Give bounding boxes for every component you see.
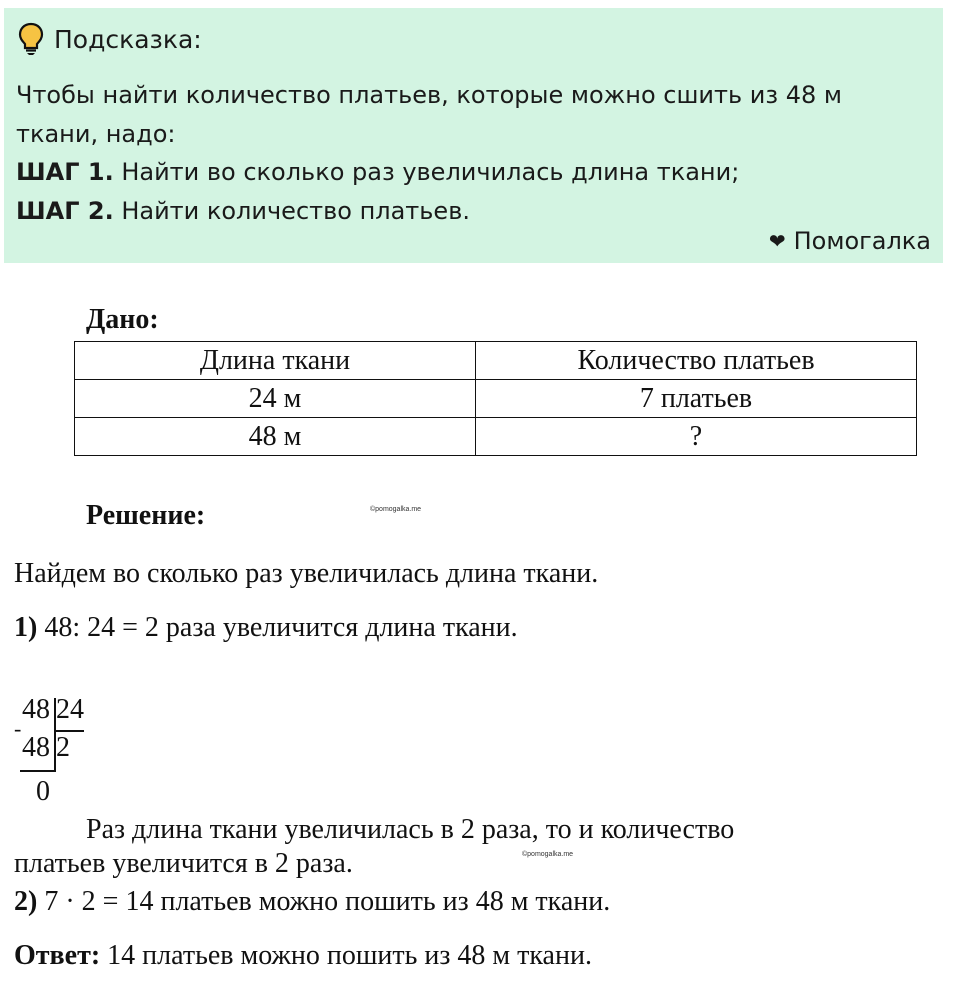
table-cell: 48 м (75, 418, 476, 456)
division-quotient-bar (54, 730, 84, 732)
hint-header (18, 22, 202, 56)
solution-intro: Найдем во сколько раз увеличилась длина ткани. (14, 558, 599, 589)
hint-title: Подсказка: (54, 24, 202, 54)
conclusion-line: Раз длина ткани увеличилась в 2 раза, то и количество (86, 814, 735, 845)
hint-footer[interactable] (769, 227, 931, 255)
given-label: Дано: (86, 304, 159, 335)
hint-body (16, 76, 931, 230)
lightbulb-icon (18, 22, 44, 56)
answer-label: Ответ: (14, 940, 101, 971)
step-text: раза увеличится длина ткани. (158, 612, 518, 643)
division-remainder: 0 (36, 776, 50, 807)
hint-step (16, 153, 931, 192)
step-number: 1) (14, 612, 38, 643)
watermark: ©pomogalka.me (522, 851, 574, 858)
division-vertical-bar (54, 698, 56, 770)
step-expression: 48: 24 = 2 (37, 612, 159, 643)
division-divisor: 24 (56, 694, 84, 725)
table-header-cell: Количество платьев (476, 342, 917, 380)
solution-step-1 (14, 612, 518, 644)
hint-step-label: ШАГ 2. (16, 196, 114, 225)
solution-label: Решение: (86, 500, 206, 531)
hint-step-text: Найти количество платьев. (113, 196, 470, 225)
hint-step-text: Найти во сколько раз увеличилась длина ткани; (113, 158, 740, 186)
hint-box (4, 8, 943, 263)
table-cell: 24 м (75, 380, 476, 418)
hint-line: Чтобы найти количество платьев, которые можно сшить из 48 м (16, 81, 843, 109)
answer-value: 14 (100, 940, 136, 971)
answer-text: платьев можно пошить из 48 м ткани. (135, 940, 592, 971)
division-minus: - (14, 716, 22, 741)
brand-label: Помогалка (793, 227, 931, 255)
table-row (75, 380, 917, 418)
table-header-cell: Длина ткани (75, 342, 476, 380)
division-subtrahend: 48 (22, 732, 50, 763)
table-header-row (75, 342, 917, 380)
step-expression: 7 · 2 = 14 (37, 886, 154, 917)
watermark: ©pomogalka.me (370, 506, 422, 513)
long-division (14, 694, 104, 814)
hint-step-label: ШАГ 1. (16, 158, 114, 186)
step-number: 2) (14, 886, 38, 917)
step-text: платьев можно пошить из 48 м ткани. (153, 886, 611, 917)
table-row (75, 418, 917, 456)
given-table (74, 341, 917, 456)
conclusion-line: платьев увеличится в 2 раза. (14, 848, 353, 879)
hint-line: ткани, надо: (16, 119, 176, 148)
hint-step (16, 192, 931, 231)
division-result-bar (20, 770, 56, 772)
answer-line (14, 940, 592, 972)
division-quotient: 2 (56, 732, 70, 763)
solution-step-2 (14, 886, 610, 918)
division-dividend: 48 (22, 694, 50, 725)
heart-icon: ❤ (768, 229, 786, 253)
table-cell: ? (476, 418, 917, 456)
table-cell: 7 платьев (476, 380, 917, 418)
